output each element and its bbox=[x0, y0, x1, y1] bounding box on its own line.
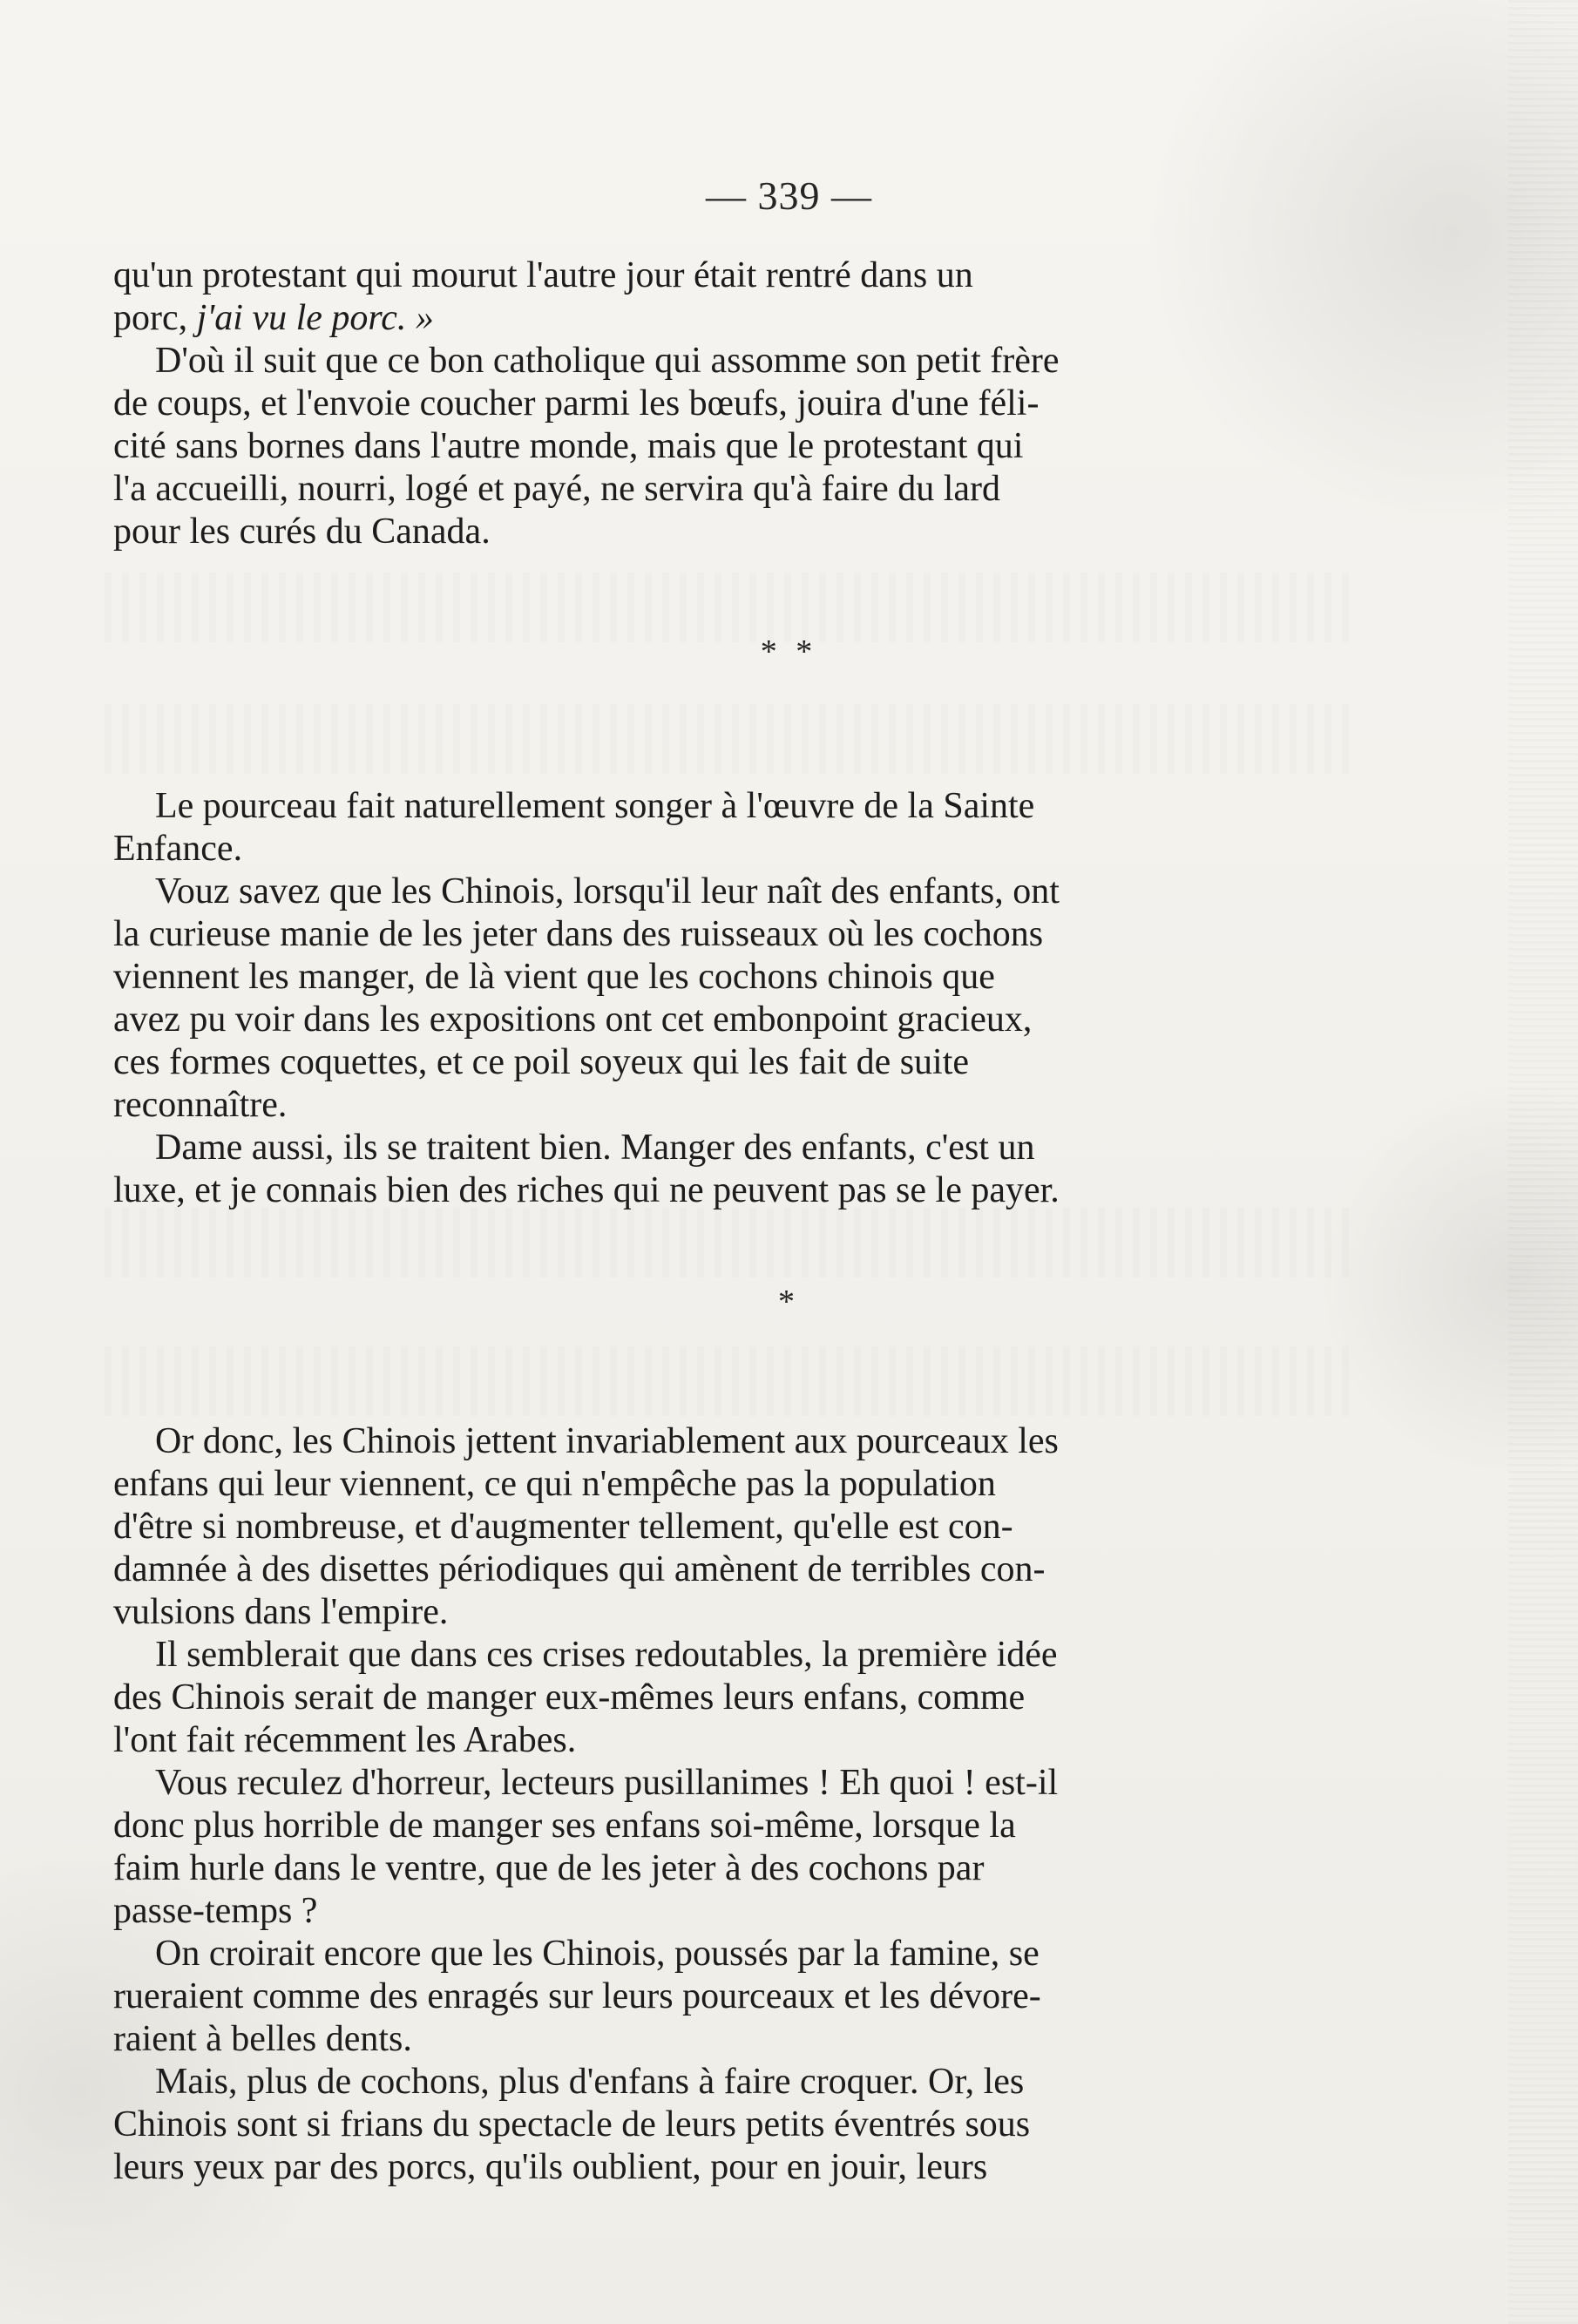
section-3-line-11: faim hurle dans le ventre, que de les jeter à des cochons par bbox=[113, 1848, 985, 1888]
section-2-line-1: Le pourceau fait naturellement songer à l'œuvre de la Sainte bbox=[155, 786, 1035, 826]
section-1-line-5: cité sans bornes dans l'autre monde, mais que le protestant qui bbox=[113, 426, 1024, 466]
section-1-line-3: D'où il suit que ce bon catholique qui assomme son petit frère bbox=[155, 341, 1060, 381]
section-2-line-6: avez pu voir dans les expositions ont cet embonpoint gracieux, bbox=[113, 999, 1033, 1040]
section-3-line-18: leurs yeux par des porcs, qu'ils oublient, pour en jouir, leurs bbox=[113, 2147, 988, 2187]
section-2-line-2: Enfance. bbox=[113, 829, 243, 869]
section-3-line-3: d'être si nombreuse, et d'augmenter tellement, qu'elle est con- bbox=[113, 1507, 1013, 1547]
section-3-line-10: donc plus horrible de manger ses enfans soi-même, lorsque la bbox=[113, 1806, 1016, 1846]
section-2-line-7: ces formes coquettes, et ce poil soyeux qui les fait de suite bbox=[113, 1042, 970, 1082]
faded-text-row-3 bbox=[105, 1208, 1351, 1277]
section-1-line-7: pour les curés du Canada. bbox=[113, 512, 491, 552]
section-3-line-15: raient à belles dents. bbox=[113, 2019, 412, 2059]
faded-text-row-2 bbox=[105, 704, 1351, 774]
section-3-line-6: Il semblerait que dans ces crises redoutables, la première idée bbox=[155, 1635, 1058, 1675]
section-3-line-16: Mais, plus de cochons, plus d'enfans à faire croquer. Or, les bbox=[155, 2062, 1025, 2102]
section-3-line-7: des Chinois serait de manger eux-mêmes leurs enfans, comme bbox=[113, 1677, 1026, 1718]
section-3-line-5: vulsions dans l'empire. bbox=[113, 1592, 449, 1632]
section-3 bbox=[113, 1420, 1342, 2189]
section-3-line-14: rueraient comme des enragés sur leurs pourceaux et les dévore- bbox=[113, 1976, 1041, 2016]
section-1-line-6: l'a accueilli, nourri, logé et payé, ne servira qu'à faire du lard bbox=[113, 469, 1001, 509]
section-3-line-8: l'ont fait récemment les Arabes. bbox=[113, 1720, 577, 1760]
section-1-italic-phrase: j'ai vu le porc. » bbox=[196, 298, 434, 338]
separator-2: * bbox=[778, 1284, 800, 1320]
section-3-line-12: passe-temps ? bbox=[113, 1891, 318, 1931]
section-3-line-9: Vous reculez d'horreur, lecteurs pusillanimes ! Eh quoi ! est-il bbox=[155, 1763, 1059, 1803]
section-1 bbox=[113, 254, 1342, 553]
faded-text-row-1 bbox=[105, 573, 1351, 642]
section-3-line-4: damnée à des disettes périodiques qui amènent de terribles con- bbox=[113, 1549, 1046, 1589]
paper-edge-noise bbox=[1508, 0, 1578, 2324]
section-2-line-9: Dame aussi, ils se traitent bien. Manger des enfants, c'est un bbox=[155, 1128, 1035, 1168]
section-2-line-3: Vouz savez que les Chinois, lorsqu'il leur naît des enfants, ont bbox=[155, 871, 1060, 911]
section-1-line-4: de coups, et l'envoie coucher parmi les bœufs, jouira d'une féli- bbox=[113, 383, 1040, 423]
section-3-line-1: Or donc, les Chinois jettent invariablement aux pourceaux les bbox=[155, 1421, 1059, 1461]
section-2 bbox=[113, 785, 1342, 1212]
section-2-line-4: la curieuse manie de les jeter dans des ruisseaux où les cochons bbox=[113, 914, 1044, 954]
section-2-line-5: viennent les manger, de là vient que les cochons chinois que bbox=[113, 957, 995, 997]
separator-1: * * bbox=[760, 634, 818, 670]
section-3-line-13: On croirait encore que les Chinois, poussés par la famine, se bbox=[155, 1934, 1040, 1974]
section-2-line-10: luxe, et je connais bien des riches qui ne peuvent pas se le payer. bbox=[113, 1170, 1060, 1210]
faded-text-row-4 bbox=[105, 1346, 1351, 1416]
section-2-line-8: reconnaître. bbox=[113, 1085, 288, 1125]
page-number: — 339 — bbox=[706, 173, 872, 218]
section-3-line-17: Chinois sont si frians du spectacle de leurs petits éventrés sous bbox=[113, 2104, 1031, 2144]
section-3-line-2: enfans qui leur viennent, ce qui n'empêche pas la population bbox=[113, 1464, 996, 1504]
section-1-line-2 bbox=[113, 297, 1342, 340]
section-1-line-2-start: porc, bbox=[113, 298, 197, 338]
section-1-line-1: qu'un protestant qui mourut l'autre jour était rentré dans un bbox=[113, 255, 973, 295]
